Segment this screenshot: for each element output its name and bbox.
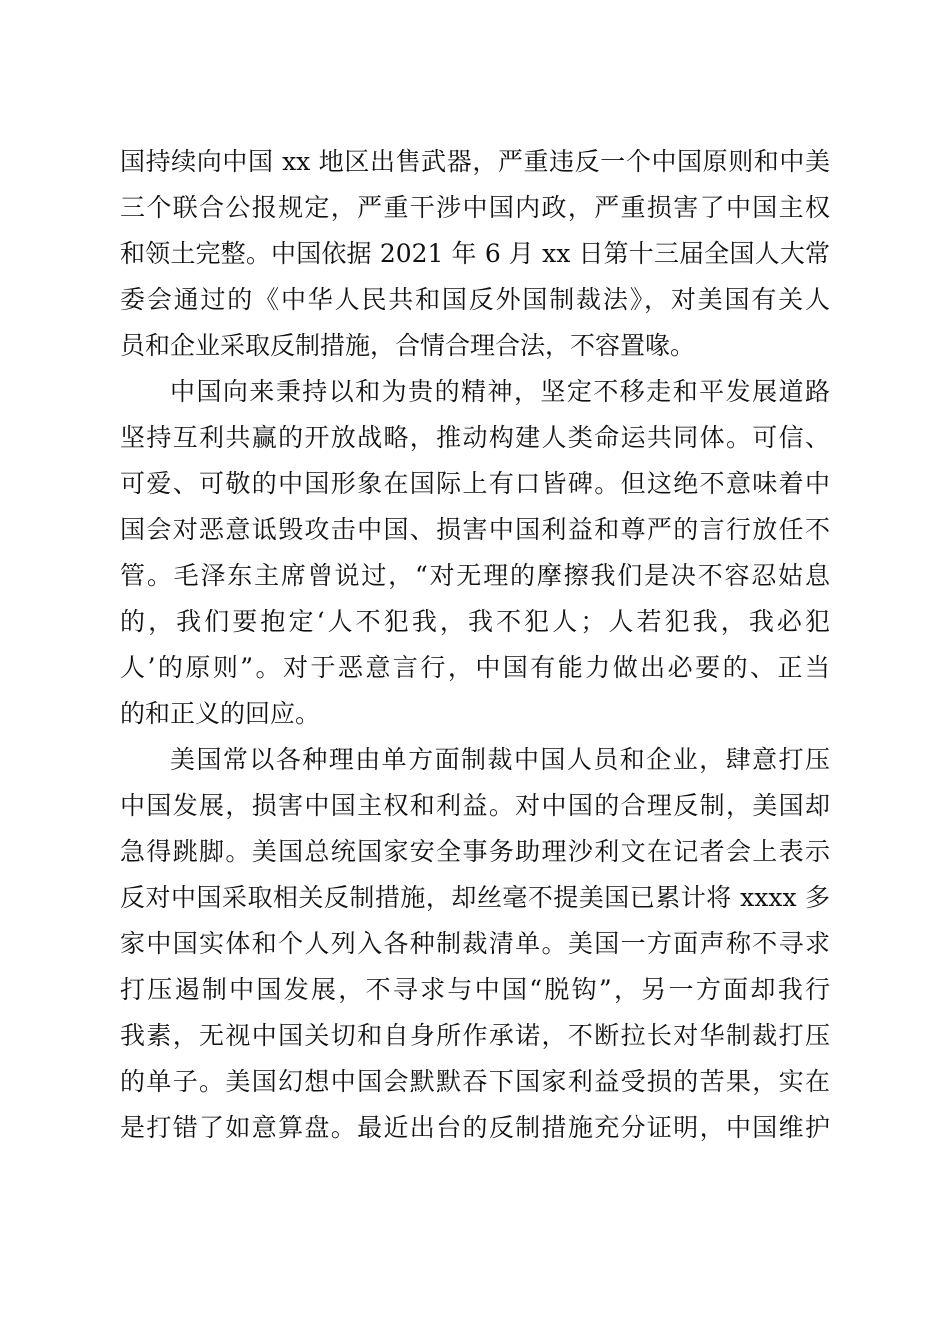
text-line: 打压遏制中国发展，不寻求与中国“脱钩”，另一方面却我行 bbox=[120, 975, 830, 1004]
paragraph bbox=[120, 139, 830, 369]
text-line: 坚持互利共赢的开放战略，推动构建人类命运共同体。可信、 bbox=[120, 423, 830, 452]
text-line: 可爱、可敬的中国形象在国际上有口皆碑。但这绝不意味着中 bbox=[120, 469, 830, 498]
paragraph bbox=[120, 737, 830, 1151]
text-line: 国持续向中国 xx 地区出售武器，严重违反一个中国原则和中美 bbox=[120, 147, 830, 176]
text-line: 反对中国采取相关反制措施，却丝毫不提美国已累计将 xxxx 多 bbox=[120, 883, 830, 912]
text-line: 美国常以各种理由单方面制裁中国人员和企业，肆意打压 bbox=[170, 745, 830, 774]
text-line: 国会对恶意诋毁攻击中国、损害中国利益和尊严的言行放任不 bbox=[120, 515, 830, 544]
text-line: 家中国实体和个人列入各种制裁清单。美国一方面声称不寻求 bbox=[120, 929, 830, 958]
text-line: 委会通过的《中华人民共和国反外国制裁法》，对美国有关人 bbox=[120, 285, 830, 314]
paragraph bbox=[120, 369, 830, 737]
text-line: 急得跳脚。美国总统国家安全事务助理沙利文在记者会上表示 bbox=[120, 837, 830, 866]
text-line: 员和企业采取反制措施，合情合理合法，不容置喙。 bbox=[120, 331, 696, 360]
text-line: 的和正义的回应。 bbox=[120, 699, 321, 728]
text-line: 的单子。美国幻想中国会默默吞下国家利益受损的苦果，实在 bbox=[120, 1067, 830, 1096]
text-line: 三个联合公报规定，严重干涉中国内政，严重损害了中国主权 bbox=[120, 193, 830, 222]
text-line: 管。毛泽东主席曾说过，“对无理的摩擦我们是决不容忍姑息 bbox=[120, 561, 830, 590]
text-line: 中国发展，损害中国主权和利益。对中国的合理反制，美国却 bbox=[120, 791, 830, 820]
text-line: 人’的原则”。对于恶意言行，中国有能力做出必要的、正当 bbox=[120, 653, 830, 682]
text-line: 是打错了如意算盘。最近出台的反制措施充分证明，中国维护 bbox=[120, 1113, 830, 1142]
text-line: 的，我们要抱定‘人不犯我，我不犯人；人若犯我，我必犯 bbox=[120, 607, 830, 636]
text-line: 我素，无视中国关切和自身所作承诺，不断拉长对华制裁打压 bbox=[120, 1021, 830, 1050]
text-line: 中国向来秉持以和为贵的精神，坚定不移走和平发展道路 bbox=[170, 377, 830, 406]
document-body bbox=[120, 139, 830, 1151]
text-line: 和领土完整。中国依据 2021 年 6 月 xx 日第十三届全国人大常 bbox=[120, 239, 830, 268]
